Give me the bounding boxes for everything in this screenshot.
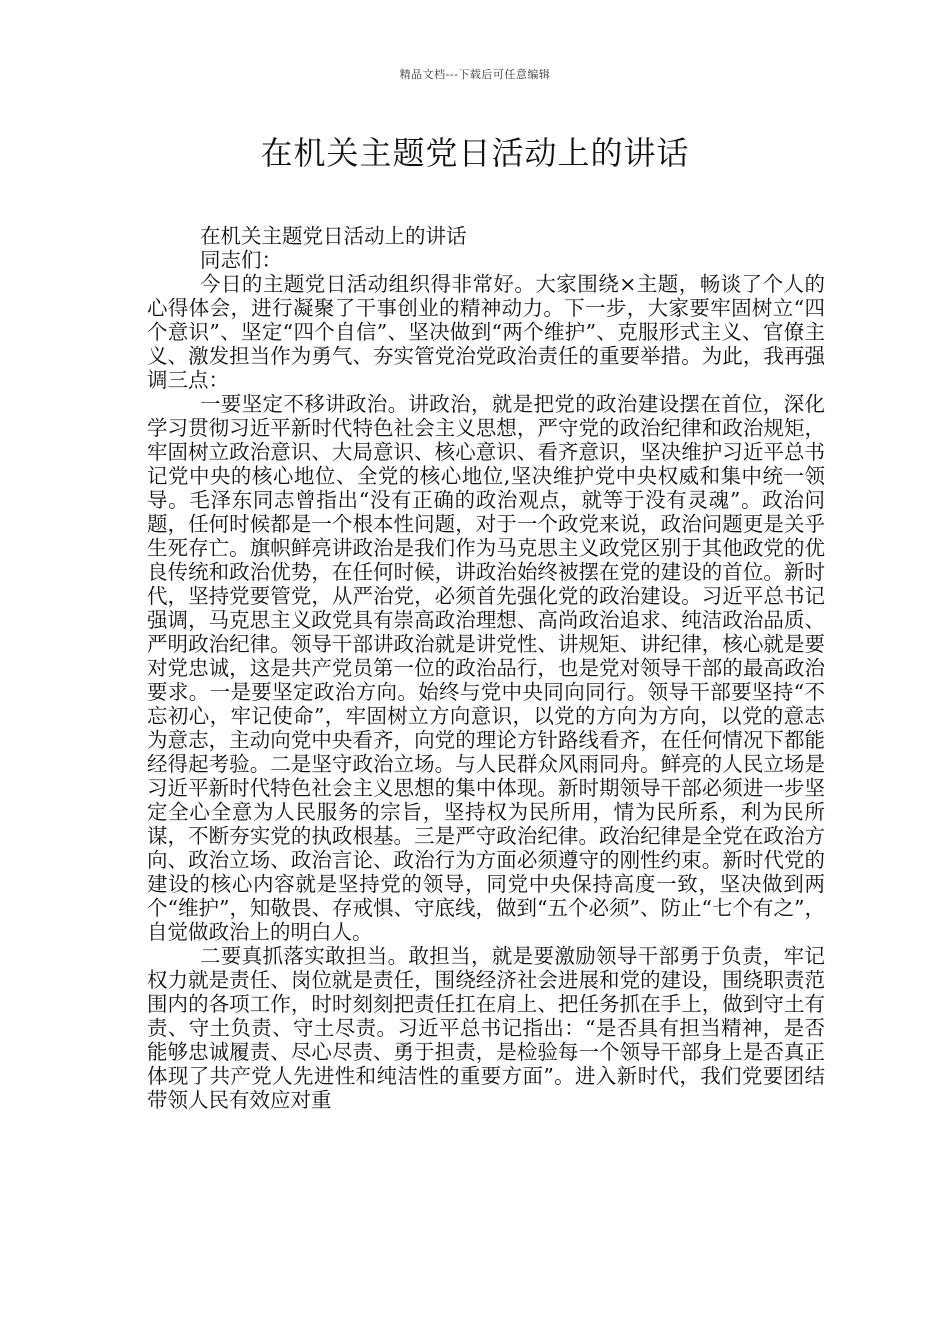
salutation-paragraph: 同志们： [200, 248, 282, 272]
header-note: 精品文档---下载后可任意编辑 [399, 68, 551, 81]
body-paragraph: 二要真抓落实敢担当。敢担当，就是要激励领导干部勇于负责，牢记权力就是责任、岗位就是责任，围绕经济社会进展和党的建设，围绕职责范围内的各项工作，时时刻刻把责任扛在肩上、把任务抓在手上，做到守土有责、守土负责、守土尽责。习近平总书记指出：“是否具有担当精神，是否能够忠诚履责、尽心尽责、勇于担责，是检验每一个领导干部身上是否真正体现了共产党人先进性和纯洁性的重要方面”。进入新时代，我们党要团结带领人民有效应对重 [147, 944, 825, 1112]
body-paragraph: 一要坚定不移讲政治。讲政治，就是把党的政治建设摆在首位，深化学习贯彻习近平新时代特色社会主义思想，严守党的政治纪律和政治规矩，牢固树立政治意识、大局意识、核心意识、看齐意识，坚决维护习近平总书记党中央的核心地位、全党的核心地位,坚决维护党中央权威和集中统一领导。毛泽东同志曾指出“没有正确的政治观点，就等于没有灵魂”。政治问题，任何时候都是一个根本性问题，对于一个政党来说，政治问题更是关乎生死存亡。旗帜鲜亮讲政治是我们作为马克思主义政党区别于其他政党的优良传统和政治优势，在任何时候，讲政治始终被摆在党的建设的首位。新时代，坚持党要管党，从严治党，必须首先强化党的政治建设。习近平总书记强调，马克思主义政党具有崇高政治理想、高尚政治追求、纯洁政治品质、严明政治纪律。领导干部讲政治就是讲党性、讲规矩、讲纪律，核心就是要对党忠诚，这是共产党员第一位的政治品行，也是党对领导干部的最高政治要求。一是要坚定政治方向。始终与党中央同向同行。领导干部要坚持“不忘初心，牢记使命”，牢固树立方向意识，以党的方向为方向，以党的意志为意志，主动向党中央看齐，向党的理论方针路线看齐，在任何情况下都能经得起考验。二是坚守政治立场。与人民群众风雨同舟。鲜亮的人民立场是习近平新时代特色社会主义思想的集中体现。新时期领导干部必须进一步坚定全心全意为人民服务的宗旨，坚持权为民所用，情为民所系，利为民所谋，不断夯实党的执政根基。三是严守政治纪律。政治纪律是全党在政治方向、政治立场、政治言论、政治行为方面必须遵守的刚性约束。新时代党的建设的核心内容就是坚持党的领导，同党中央保持高度一致，坚决做到两个“维护”，知敬畏、存戒惧、守底线，做到“五个必须”、防止“七个有之”，自觉做政治上的明白人。 [147, 392, 825, 944]
document-title: 在机关主题党日活动上的讲话 [260, 134, 690, 172]
document-body [147, 224, 825, 1112]
subtitle-paragraph: 在机关主题党日活动上的讲话 [200, 224, 467, 248]
body-paragraph: 今日的主题党日活动组织得非常好。大家围绕×主题，畅谈了个人的心得体会，进行凝聚了干事创业的精神动力。下一步，大家要牢固树立“四个意识”、坚定“四个自信”、坚决做到“两个维护”、克服形式主义、官僚主义、激发担当作为勇气、夯实管党治党政治责任的重要举措。为此，我再强调三点： [147, 272, 825, 392]
